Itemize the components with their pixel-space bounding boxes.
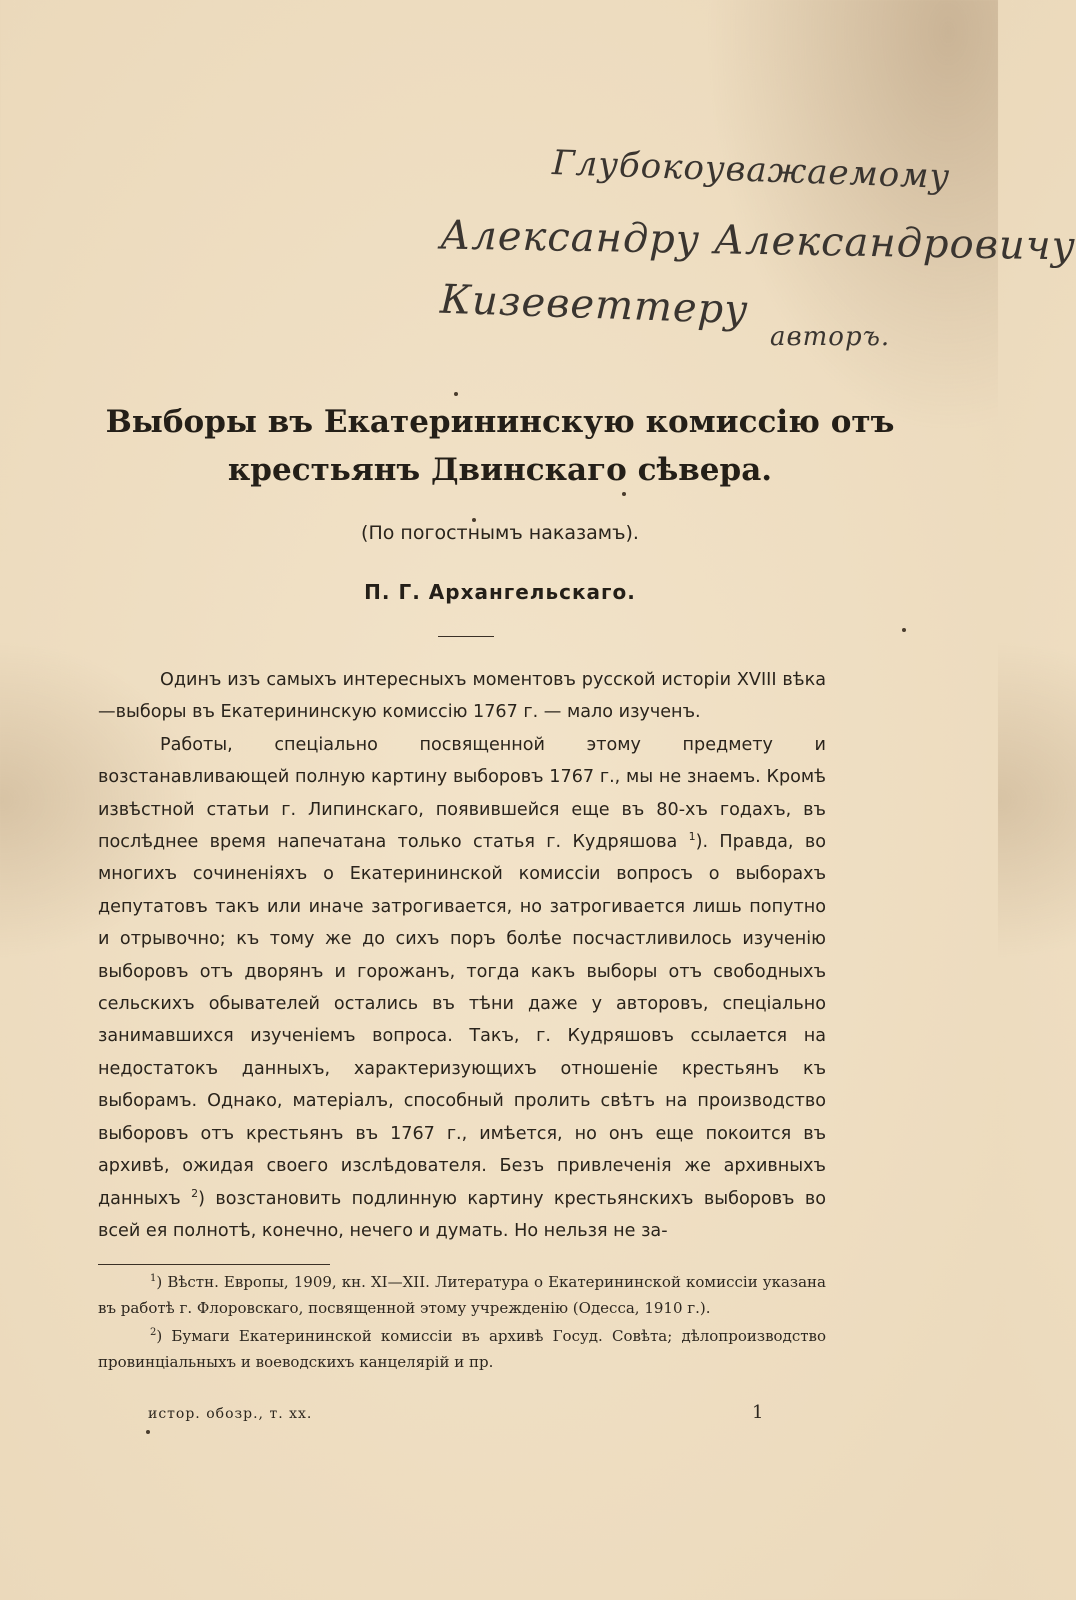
footnote-1 [98,1270,826,1321]
inscription-line-3: Кизеветтеру [439,276,750,334]
footnote-ref-2: 2 [191,1186,199,1200]
inscription-line-4: авторъ. [770,322,891,352]
footnote-2-text: ) Бумаги Екатерининской комиссіи въ архивѣ Госуд. Совѣта; дѣлопроизводство провинціальныхъ и воеводскихъ канцелярій и пр. [98,1327,826,1371]
inscription-line-2: Александру Александровичу [439,212,1076,270]
paragraph-2-part-b: ). Правда, во многихъ сочиненіяхъ о Екатерининской комиссіи вопросъ о выборахъ депутатовъ такъ или иначе затрогивается, но затрогивается лишь попутно и отрывочно; къ тому же до сихъ поръ болѣе посчастливилось изученію выборовъ отъ дворянъ и горожанъ, тогда какъ выборы отъ свободныхъ сельскихъ обывателей остались въ тѣни даже у авторовъ, спеціально занимавшихся изученіемъ вопроса. Такъ, г. Кудряшовъ ссылается на недостатокъ данныхъ, характеризующихъ отношеніе крестьянъ къ выборамъ. Однако, матеріалъ, способный пролить свѣтъ на производство выборовъ отъ крестьянъ въ 1767 г., имѣется, но онъ еще покоится въ архивѣ, ожидая своего изслѣдователя. Безъ привлеченія же архивныхъ данныхъ [98,832,826,1209]
footnote-divider [98,1264,330,1265]
paper-speck [454,392,458,396]
paper-speck [146,1430,150,1434]
footnote-2 [98,1324,826,1375]
paragraph-1: Одинъ изъ самыхъ интересныхъ моментовъ русской исторіи XVIII вѣка—выборы въ Екатерининскую комиссію 1767 г. — мало изученъ. [98,670,826,723]
paragraph-2-part-c: ) возстановить подлинную картину крестьянскихъ выборовъ во всей ея полнотѣ, конечно, нечего и думать. Но нельзя не за- [98,1188,827,1241]
footnotes [98,1270,826,1378]
paragraph-2-part-a: Работы, спеціально посвященной этому предмету и возстанавливающей полную картину выборовъ 1767 г., мы не знаемъ. Кромѣ извѣстной статьи г. Липинскаго, появившейся еще въ 80-хъ годахъ, въ послѣднее время напечатана только статья г. Кудряшова [98,734,826,853]
page-number: 1 [752,1402,765,1423]
paragraph-2 [98,729,826,1248]
footnote-1-mark: 1 [150,1273,157,1284]
paper-speck [902,628,906,632]
body-text [98,664,826,1247]
footnote-2-mark: 2 [150,1327,157,1338]
title-line-1: Выборы въ Екатерининскую комиссію отъ [105,404,895,440]
inscription-line-1: Глубокоуважаемому [551,143,951,197]
article-title [60,398,940,494]
paper-speck [472,518,476,522]
signature-mark: истор. обозр., т. xx. [148,1406,313,1422]
article-subtitle: (По погостнымъ наказамъ). [361,522,639,544]
footnote-ref-1: 1 [688,830,696,844]
title-divider [438,636,494,637]
footnote-1-text: ) Вѣстн. Европы, 1909, кн. XI—XII. Литература о Екатерининской комиссіи указана въ работѣ г. Флоровскаго, посвященной этому учрежденію (Одесса, 1910 г.). [98,1273,826,1317]
article-author: П. Г. Архангельскаго. [364,580,636,604]
title-line-2: крестьянъ Двинскаго сѣвера. [227,452,773,488]
paper-speck [622,492,626,496]
